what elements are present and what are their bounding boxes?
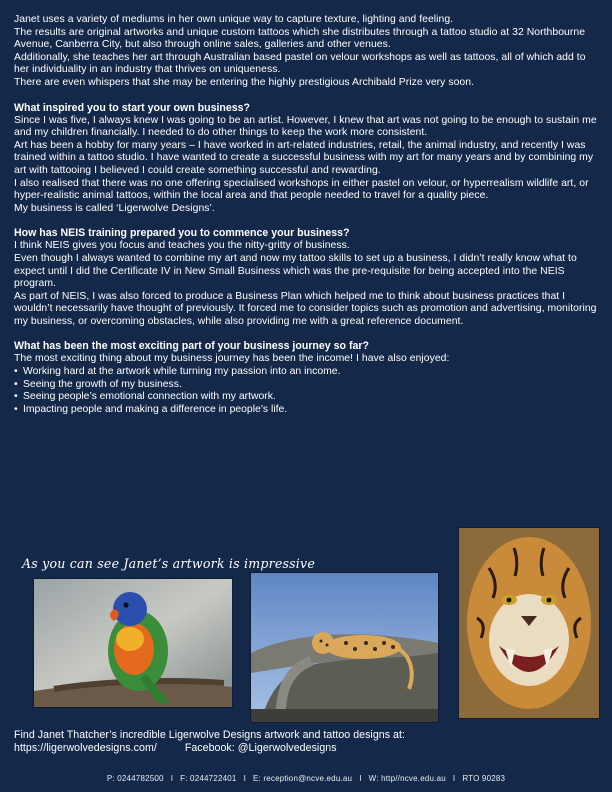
answer-paragraph: Even though I always wanted to combine my art and now my tattoo skills to set up a business, I didn’t really know what to expect until I did the Certificate IV in New Small Business which was the pre-requisite for being accepted into the NEIS program. (14, 252, 577, 290)
answer-paragraph: I think NEIS gives you focus and teaches you the nitty-gritty of business. (14, 240, 350, 252)
footer-rto: RTO 90283 (462, 774, 506, 783)
find-text: Find Janet Thatcher’s incredible Ligerwolve Designs artwork and tattoo designs at: (14, 729, 405, 741)
answer-paragraph: As part of NEIS, I was also forced to produce a Business Plan which helped me to think about business practices that I wouldn’t necessarily have thought of previously. It forced me to consider topics such as promotion and advertising, monitoring my business, or overcoming obstacles, while also providing me with a great reference document. (14, 290, 597, 327)
footer-contact-bar: P: 0244782500 I F: 0244722401 I E: reception@ncve.edu.au I W: http//ncve.edu.au I RTO 90283 (106, 774, 506, 783)
footer-email[interactable]: E: reception@ncve.edu.au (253, 774, 353, 783)
list-item: • Impacting people and making a difference in people’s life. (14, 403, 288, 415)
list-item: • Working hard at the artwork while turning my passion into an income. (14, 366, 341, 378)
footer-phone: P: 0244782500 (106, 774, 164, 783)
question-heading-neis: How has NEIS training prepared you to commence your business? (14, 227, 350, 240)
answer-paragraph: I also realised that there was no one offering specialised workshops in either pastel on velour, or hyperrealism wildlife art, or hyper-realistic animal tattoos, within the local area and that people needed to travel for a quality piece. (14, 177, 589, 202)
answer-paragraph: The most exciting thing about my business journey has been the income! I have also enjoyed: (14, 353, 450, 365)
tiger-artwork-image (458, 527, 600, 719)
footer-web[interactable]: W: http//ncve.edu.au (368, 774, 446, 783)
answer-paragraph: Since I was five, I always knew I was going to be an artist. However, I knew that art was not going to be enough to sustain me and my children financially. I needed to do other things to keep the work more consistent. (14, 114, 597, 139)
intro-paragraph: The results are original artworks and unique custom tattoos which she distributes through a tattoo studio at 32 Northbourne Avenue, Canberra City, but also through online sales, galleries and other venues. (14, 26, 586, 51)
list-item: • Seeing the growth of my business. (14, 378, 182, 390)
answer-paragraph: Art has been a hobby for many years – I have worked in art-related industries, retail, the animal industry, and recently I was trained within a tattoo studio. I have wanted to create a successful business with my art for many years and by combining my art with tattooing I believed I could create something successful and rewarding. (14, 139, 594, 176)
question-heading-exciting: What has been the most exciting part of your business journey so far? (14, 340, 369, 353)
question-heading-inspiration: What inspired you to start your own business? (14, 101, 251, 114)
bullet-list (14, 366, 598, 416)
footer-fax: F: 0244722401 (180, 774, 237, 783)
lorikeet-artwork-image (33, 578, 233, 708)
article-body (14, 14, 598, 416)
intro-paragraph: Janet uses a variety of mediums in her own unique way to capture texture, lighting and feeling. (14, 14, 454, 25)
intro-paragraph: There are even whispers that she may be entering the highly prestigious Archibald Prize very soon. (14, 76, 475, 88)
facebook-handle[interactable]: Facebook: @Ligerwolvedesigns (184, 742, 337, 754)
leopard-artwork-image (250, 572, 439, 723)
list-item: • Seeing people’s emotional connection with my artwork. (14, 391, 276, 403)
intro-paragraph: Additionally, she teaches her art through Australian based pastel on velour workshops as well as tattoos, all of which add to her individuality in an industry that thrives on uniqueness. (14, 51, 586, 76)
contact-links (14, 729, 598, 755)
website-link[interactable]: https://ligerwolvedesigns.com/ (14, 742, 157, 754)
artwork-caption: As you can see Janet’s artwork is impressive (22, 556, 315, 571)
answer-paragraph: My business is called ‘Ligerwolve Designs’. (14, 202, 215, 214)
